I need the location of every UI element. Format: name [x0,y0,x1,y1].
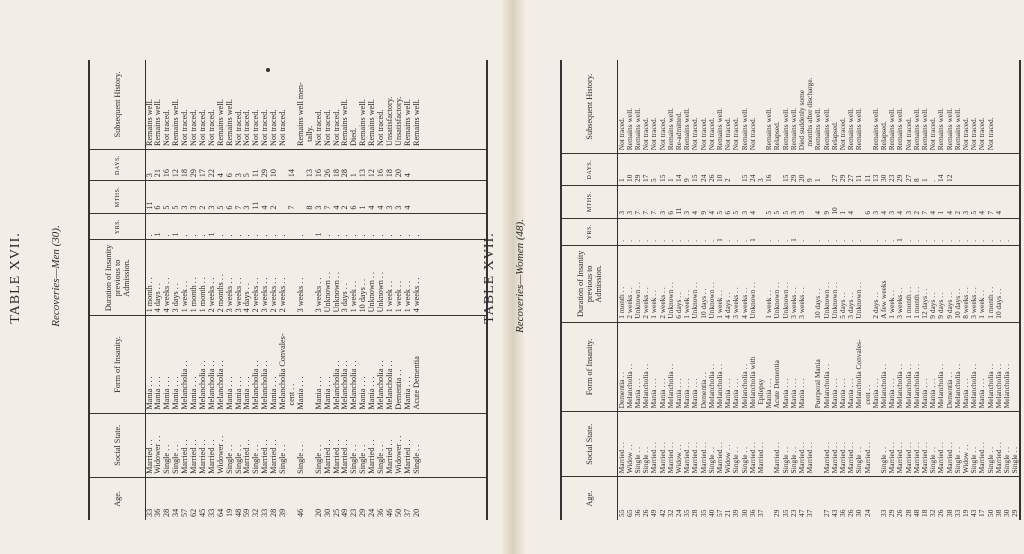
col-form-header: Form of Insanity. [561,322,617,412]
col-mths-header: MTHS. [89,181,145,213]
prior-duration-column: 1 month . . 2 weeks . . Unknown . . 2 weeks . . 1 week . . 2 weeks . . Unknown . . 6 days . . 1 week . . Unknown . . 10 days . . Unknown . . 1 week . . 4 days . . 3 weeks . . 4 weeks . . Unknown . . 1 week . . Unknown . . Unknown . . 3 weeks . . 3 weeks . . 10 days . . Unknown . . Unknown . . 5 days . . 3 days . . Unknown . . 2 days . . A few weeks 1 week . . 3 weeks . . 1 month . . 1 month . . 12 days . . 9 days . . 9 days . . 9 days . . 10 days . . 8 weeks . . 3 weeks . . 1 week . . 1 month . . 10 days . . [617,245,1020,322]
months-column: 11 6 5 5 3 3 2 3 5 6 7 3 11 4 2 7 8 3 7 4 2 6 1 4 4 3 3 4 [145,181,487,213]
left-table-subtitle: Recoveries—Men (30). [50,225,62,327]
history-column: Remains well. Remains well. Not traced. Remains well. Not traced. Not traced. Not traced. Not traced. Remains well. Remains well. Not traced. Not traced. Not traced. Not traced. Not traced. Not traced. Remains well men- tally. Not traced. Not traced. Not traced. Remains well. Died. Remains well. Remains well. Not traced. Unsatisfactory. Unsatisfactory. Remains well. Remains well. [144,82,421,146]
right-table-title: TABLE XVII. [482,232,497,324]
col-age-header: Age. [89,477,145,520]
social-column: Married . . Widow . . Single . . Single . . Married . . Married . . Married . . Widow . . Married . . Married . . Married . . Single . . Married . . Widow . . Single . . Single . . Married . . Married . . Married . . Single . . Single . . Married . . Married . . Married . . Married . . Married . . Married . . Single . . Married . . Single . . Married . . Married . . Married . . Married . . Married . . Single . . Married . . Married . . Single . . Widow . . Single . . Married . . Single . . Married . . Single . . Single . . [617,412,1020,477]
col-days-header: DAYS. [89,149,145,180]
col-history-header: Subsequent History. [89,60,145,149]
form-column: Dementia . . Melancholia . . Mania . . . Melancholia . . Mania . . . Mania . . . Melancholia . . Mania . . . Mania . . . Mania . . . Dementia . . Melancholia . . Melancholia . . Mania . . . Mania . . . Melancholia . . Melancholia with Epilepsy Mania . . . Acute Dementia Mania . . . Mania . . . Mania . . . Puerperal Mania Melancholia . . Mania . . . Mania . . . Mania . . . Melancholia Convales- cent . . Mania . . . Melancholia . . Mania . . . Melancholia . . Melancholia . . Melancholia . . Mania . . . Mania . . . Melancholia . . Dementia . . Melancholia . . Mania . . . Melancholia . . Mania . . . Melancholia . . Melancholia . . Melancholia . . [617,322,1020,412]
history-column: Not traced. Remains well. Remains well. Not traced. Not traced. Not traced. Remains well. Re-admitted. Remains well. Not traced. Not traced. Not traced. Remains well. Not traced. Not traced. Remains well. Not traced. Remains well. Relapsed. Remains well. Remains well. Died suddenly some months after discharge. Remains well. Remains well. Relapsed. Not traced. Remains well. Remains well. Remains well. Relapsed. Remains well. Remains well. Not traced. Remains well. Remains well. Not traced. Remains well. Remains well. Remains well. Not traced. Not traced. Not traced. Not traced. [616,77,995,151]
days-column: 1 10 29 17 5 15 1 14 9 15 24 26 10 2 15 24 3 16 15 29 20 9 1 27 29 27 11 11 13 30 23 29 27 8 1 . 14 12 [617,154,1020,186]
col-days-header: DAYS. [561,154,617,186]
form-column: Mania . . . Mania . . . Mania . . . Mania . . . Melancholia . . Mania . . . Melancholia . . Melancholia . . Melancholia . . Mania . . . Mania . . . Mania . . . Melancholia . . Melancholia . . Mania . . . Melancholia Convales- cent . . Mania . . . Mania . . . Mania . . . Melancholia . . Melancholia . . Melancholia . . Mania . . . Mania . . . Melancholia . . Melancholia . . Dementia . . Mania . . . Acute Dementia [145,316,487,413]
col-social-header: Social State. [561,412,617,477]
years-column: . . . . . . . . . . . . 1 . . . 1 . . . 1 . . . . . . . . . . 1 . . . . . . . . . . . . . [617,218,1020,245]
right-recoveries-table [560,60,1021,520]
right-table-rotated [560,60,1020,520]
age-column: 55 65 36 26 49 42 32 24 35 28 35 40 57 21 39 30 36 37 29 35 23 47 37 27 43 36 26 30 24 33 29 26 28 48 18 32 26 38 33 19 43 17 50 38 30 29 [617,477,1020,520]
col-yrs-header: YRS. [89,213,145,240]
col-age-header: Age. [561,477,617,520]
col-social-header: Social State. [89,413,145,477]
col-form-header: Form of Insanity. [89,316,145,413]
right-table-subtitle: Recoveries—Women (48). [514,219,526,333]
col-prior-header: Duration of Insanity previous to Admission. [89,240,145,316]
col-prior-header: Duration of Insanity previous to Admission. [561,245,617,322]
social-column: Married . . Widower . . Single . . Single . . Married . . Married . . Married . . Married . . Widower . . Single . . Single . . Married . . Single . . Married . . Married . . Single . . Single . . Single . . Married . . Married . . Married . . Single . . Single . . Married . . Single . . Married . . Widower . . Married . . Single . . [145,413,487,477]
col-yrs-header: YRS. [561,218,617,245]
left-recoveries-table [88,60,488,520]
prior-duration-column: 1 month . . 4 days . . 4 weeks . . 3 days . . 1 week . . 1 month . . 1 month . . 2 weeks . . 2 months . . 3 weeks . . 3 weeks . . 4 days . . 2 weeks . . 3 weeks . . 2 weeks . . 2 weeks . . 3 weeks . . 3 weeks . . Unknown . . Unknown . . 3 days . . 1 week . . 10 days . . Unknown . . Unknown . . 1 week . . 1 week . . 1 week . . 4 weeks . . [145,240,487,316]
days-column: 3 21 16 12 18 29 17 22 4 6 3 5 11 29 10 14 13 16 26 18 28 1 13 12 16 18 20 4 [145,149,487,180]
col-history-header: Subsequent History. [561,60,617,154]
years-column: . 1 . 1 . . . 1 . . . . . . . . . 1 . . . . . . . . . . . [145,213,487,240]
left-table-rotated [88,60,498,520]
col-mths-header: MTHS. [561,185,617,218]
age-column: 33 36 28 34 57 62 45 33 64 19 48 59 32 33 28 39 46 20 30 25 49 23 29 24 36 46 50 37 20 [145,477,487,520]
months-column: 3 3 7 7 7 3 6 11 3 4 9 4 5 6 5 3 4 5 5 5 3 3 4 9 10 1 4 6 3 4 3 4 3 2 7 4 1 4 2 3 5 4 7 4 [617,185,1020,218]
left-table-title: TABLE XVII. [8,232,23,324]
ink-mark [266,68,270,72]
